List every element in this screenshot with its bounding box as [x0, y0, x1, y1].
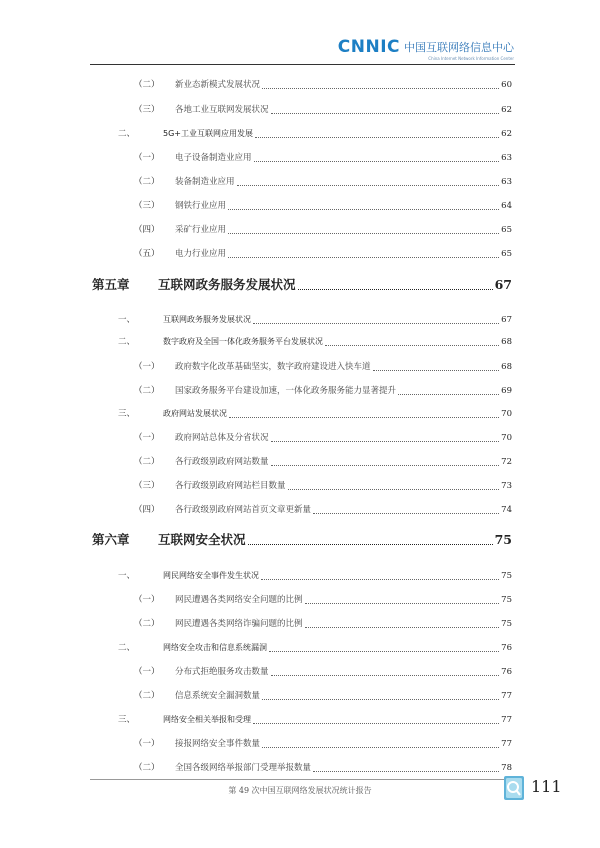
toc-entry-number: （一） — [134, 667, 160, 677]
toc-entry-title: 5G+工业互联网应用发展 — [163, 129, 253, 138]
toc-entry-title: 全国各级网络举报部门受理举报数量 — [175, 763, 312, 773]
page-footer — [0, 775, 600, 815]
toc-entry-title: 网络安全相关举报和受理 — [163, 715, 251, 724]
logo-en-text: CNNIC — [337, 36, 400, 57]
toc-entry-title: 钢铁行业应用 — [175, 201, 227, 211]
toc-dot-leader — [248, 530, 493, 545]
toc-entry-page: 73 — [501, 481, 512, 491]
toc-entry-title: 信息系统安全漏洞数量 — [175, 691, 261, 701]
cnnic-emblem-icon — [503, 775, 525, 801]
toc-dot-leader — [228, 223, 499, 234]
toc-entry-row[interactable] — [0, 360, 600, 374]
toc-dot-leader — [373, 360, 499, 371]
toc-dot-leader — [262, 689, 499, 700]
toc-entry-page: 62 — [501, 105, 512, 115]
toc-entry-page: 67 — [501, 315, 512, 325]
toc-entry-number: 一、 — [118, 315, 136, 325]
toc-entry-title: 采矿行业应用 — [175, 225, 227, 235]
toc-entry-title: 各行政级别政府网站首页文章更新量 — [175, 505, 312, 515]
toc-dot-leader — [228, 199, 499, 210]
page-header — [0, 0, 600, 68]
toc-dot-leader — [237, 175, 499, 186]
toc-entry-row[interactable] — [0, 78, 600, 92]
cnnic-logo — [337, 36, 514, 61]
toc-entry-page: 60 — [501, 80, 512, 90]
toc-dot-leader — [271, 103, 499, 114]
toc-dot-leader — [271, 455, 499, 466]
toc-entry-row[interactable] — [0, 713, 600, 727]
toc-entry-number: 二、 — [118, 337, 136, 347]
toc-entry-page: 76 — [501, 643, 512, 653]
toc-dot-leader — [298, 275, 493, 290]
toc-dot-leader — [325, 335, 499, 346]
toc-entry-page: 74 — [501, 505, 512, 515]
toc-entry-number: （三） — [134, 481, 160, 491]
toc-entry-title: 网民遭遇各类网络安全问题的比例 — [175, 595, 303, 605]
toc-entry-row[interactable] — [0, 175, 600, 189]
toc-entry-number: （二） — [134, 691, 160, 701]
toc-entry-page: 69 — [501, 386, 512, 396]
toc-entry-row[interactable] — [0, 384, 600, 398]
logo-cn-text: 中国互联网络信息中心 — [404, 40, 514, 54]
toc-dot-leader — [271, 665, 499, 676]
toc-entry-row[interactable] — [0, 593, 600, 607]
toc-entry-title: 互联网政务服务发展状况 — [158, 277, 296, 292]
toc-entry-number: （三） — [134, 201, 160, 211]
toc-entry-number: （二） — [134, 619, 160, 629]
toc-entry-row[interactable] — [0, 199, 600, 213]
toc-entry-page: 63 — [501, 177, 512, 187]
toc-entry-number: 三、 — [118, 409, 136, 419]
toc-entry-row[interactable] — [0, 689, 600, 703]
footer-rule — [90, 779, 515, 780]
toc-dot-leader — [271, 431, 499, 442]
toc-entry-number: （二） — [134, 80, 160, 90]
toc-dot-leader — [255, 127, 499, 138]
toc-entry-row[interactable] — [0, 335, 600, 349]
toc-entry-number: 第五章 — [92, 277, 130, 292]
toc-entry-row[interactable] — [0, 617, 600, 631]
toc-entry-page: 77 — [501, 715, 512, 725]
toc-entry-page: 68 — [501, 362, 512, 372]
toc-dot-leader — [269, 641, 499, 652]
toc-entry-title: 分布式拒绝服务攻击数量 — [175, 667, 269, 677]
toc-entry-number: 一、 — [118, 571, 136, 581]
toc-entry-title: 网民网络安全事件发生状况 — [163, 571, 259, 580]
logo-subtitle: China Internet Network Information Center — [428, 56, 514, 61]
toc-entry-number: 第六章 — [92, 532, 130, 547]
toc-entry-page: 63 — [501, 153, 512, 163]
page-number: 111 — [531, 777, 562, 796]
toc-entry-page: 68 — [501, 337, 512, 347]
toc-entry-page: 75 — [494, 532, 512, 547]
toc-entry-title: 国家政务服务平台建设加速，一体化政务服务能力显著提升 — [175, 386, 397, 396]
toc-chapter-row[interactable] — [0, 275, 600, 295]
toc-entry-number: 二、 — [118, 643, 136, 653]
header-rule — [90, 64, 515, 65]
toc-entry-row[interactable] — [0, 737, 600, 751]
toc-entry-title: 政府数字化改革基础坚实，数字政府建设进入快车道 — [175, 362, 371, 372]
toc-entry-title: 电力行业应用 — [175, 249, 227, 259]
toc-entry-page: 75 — [501, 571, 512, 581]
toc-dot-leader — [253, 313, 499, 324]
toc-entry-row[interactable] — [0, 223, 600, 237]
toc-entry-row[interactable] — [0, 569, 600, 583]
toc-entry-title: 接报网络安全事件数量 — [175, 739, 261, 749]
toc-dot-leader — [253, 713, 499, 724]
toc-entry-page: 65 — [501, 249, 512, 259]
toc-entry-title: 互联网安全状况 — [158, 532, 246, 547]
toc-chapter-row[interactable] — [0, 530, 600, 550]
toc-entry-number: （三） — [134, 105, 160, 115]
toc-dot-leader — [305, 593, 499, 604]
toc-entry-row[interactable] — [0, 503, 600, 517]
toc-entry-title: 网络安全攻击和信息系统漏洞 — [163, 643, 267, 652]
toc-entry-row[interactable] — [0, 247, 600, 261]
toc-entry-title: 互联网政务服务发展状况 — [163, 315, 251, 324]
toc-entry-number: 三、 — [118, 715, 136, 725]
toc-entry-page: 70 — [501, 433, 512, 443]
toc-entry-row[interactable] — [0, 665, 600, 679]
toc-entry-page: 75 — [501, 619, 512, 629]
toc-dot-leader — [262, 737, 499, 748]
toc-entry-number: （二） — [134, 386, 160, 396]
toc-entry-row[interactable] — [0, 479, 600, 493]
toc-entry-number: 二、 — [118, 129, 136, 139]
toc-dot-leader — [228, 247, 499, 258]
toc-dot-leader — [313, 503, 499, 514]
toc-entry-number: （一） — [134, 739, 160, 749]
toc-dot-leader — [305, 617, 499, 628]
toc-entry-title: 数字政府及全国一体化政务服务平台发展状况 — [163, 337, 323, 346]
toc-entry-title: 政府网站发展状况 — [163, 409, 227, 418]
toc-entry-title: 装备制造业应用 — [175, 177, 235, 187]
toc-entry-page: 77 — [501, 739, 512, 749]
toc-entry-page: 64 — [501, 201, 512, 211]
footer-report-title: 第 49 次中国互联网络发展状况统计报告 — [228, 786, 372, 795]
toc-entry-title: 政府网站总体及分省状况 — [175, 433, 269, 443]
toc-entry-page: 78 — [501, 763, 512, 773]
toc-entry-number: （一） — [134, 595, 160, 605]
toc-entry-number: （二） — [134, 763, 160, 773]
toc-entry-number: （二） — [134, 177, 160, 187]
toc-dot-leader — [254, 151, 499, 162]
toc-dot-leader — [262, 78, 499, 89]
toc-dot-leader — [288, 479, 499, 490]
toc-dot-leader — [398, 384, 499, 395]
toc-dot-leader — [313, 761, 499, 772]
toc-entry-row[interactable] — [0, 431, 600, 445]
toc-entry-number: （五） — [134, 249, 160, 259]
toc-entry-row[interactable] — [0, 313, 600, 327]
toc-entry-page: 67 — [494, 277, 512, 292]
toc-entry-number: （一） — [134, 153, 160, 163]
toc-entry-row[interactable] — [0, 127, 600, 141]
toc-entry-page: 65 — [501, 225, 512, 235]
toc-entry-page: 72 — [501, 457, 512, 467]
toc-entry-number: （一） — [134, 362, 160, 372]
toc-entry-title: 各行政级别政府网站栏目数量 — [175, 481, 286, 491]
toc-entry-page: 70 — [501, 409, 512, 419]
toc-entry-title: 网民遭遇各类网络诈骗问题的比例 — [175, 619, 303, 629]
toc-entry-page: 76 — [501, 667, 512, 677]
toc-entry-title: 电子设备制造业应用 — [175, 153, 252, 163]
toc-entry-page: 77 — [501, 691, 512, 701]
toc-entry-number: （四） — [134, 225, 160, 235]
toc-entry-row[interactable] — [0, 407, 600, 421]
toc-dot-leader — [261, 569, 499, 580]
toc-entry-row[interactable] — [0, 455, 600, 469]
toc-entry-row[interactable] — [0, 103, 600, 117]
toc-entry-number: （二） — [134, 457, 160, 467]
toc-entry-page: 75 — [501, 595, 512, 605]
toc-entry-title: 各行政级别政府网站数量 — [175, 457, 269, 467]
toc-entry-page: 62 — [501, 129, 512, 139]
toc-entry-row[interactable] — [0, 641, 600, 655]
toc-dot-leader — [229, 407, 499, 418]
toc-entry-title: 各地工业互联网发展状况 — [175, 105, 269, 115]
toc-entry-title: 新业态新模式发展状况 — [175, 80, 261, 90]
toc-entry-number: （一） — [134, 433, 160, 443]
toc-entry-number: （四） — [134, 505, 160, 515]
toc-entry-row[interactable] — [0, 151, 600, 165]
toc-entry-row[interactable] — [0, 761, 600, 775]
